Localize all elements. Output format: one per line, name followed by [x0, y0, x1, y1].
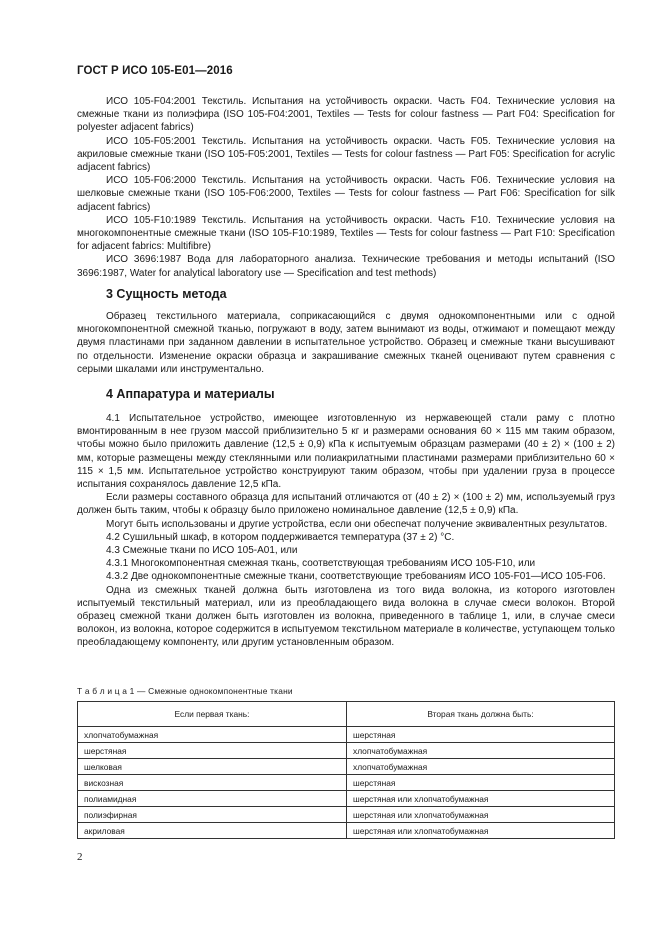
table-row	[78, 791, 615, 807]
table-cell: шерстяная или хлопчатобумажная	[347, 823, 615, 839]
table-header-row	[78, 702, 615, 727]
table-cell: вискозная	[78, 775, 347, 791]
section-4-paragraph: 4.1 Испытательное устройство, имеющее изготовленную из нержавеющей стали раму с плотно вмонтированным в нее грузом массой приблизительно 5 кг и размерами основания 60 × 115 мм таким образом, чтобы можно было приложить давление (12,5 ± 0,9) кПа к испытуемым образцам размерами (40 ± 2) × (100 ± 2) мм, которые размещены между стеклянными или полиакрилатными пластинами размерами приблизительно 60 × 115 × 1,5 мм. Испытательное устройство конструируют таким образом, чтобы при удалении груза в процессе испытания сохранялось давление 12,5 кПа.	[77, 413, 615, 491]
section-4-paragraph: Если размеры составного образца для испытаний отличаются от (40 ± 2) × (100 ± 2) мм, используемый груз должен быть таким, чтобы к образцу было приложено номинальное давление (12,5 ± 0,9) кПа.	[77, 492, 615, 517]
section-4-paragraph: 4.3 Смежные ткани по ИСО 105-А01, или	[106, 545, 298, 557]
section-3-body	[77, 310, 615, 376]
table-cell: хлопчатобумажная	[347, 759, 615, 775]
reference-item: ИСО 3696:1987 Вода для лабораторного анализа. Технические требования и методы испытаний (ISO 3696:1987, Water for analytical laboratory use — Specification and test methods)	[77, 254, 615, 279]
document-header: ГОСТ Р ИСО 105-Е01—2016	[77, 65, 233, 77]
table-caption: Т а б л и ц а 1 — Смежные однокомпонентные ткани	[77, 686, 293, 696]
section-4-heading: 4 Аппаратура и материалы	[106, 387, 275, 401]
table-cell: шерстяная или хлопчатобумажная	[347, 807, 615, 823]
section-4-paragraph: 4.3.2 Две однокомпонентные смежные ткани, соответствующие требованиям ИСО 105-F01—ИСО 105-F06.	[106, 571, 606, 583]
adjacent-fabrics-table	[77, 701, 615, 839]
table-cell: шелковая	[78, 759, 347, 775]
reference-item: ИСО 105-F10:1989 Текстиль. Испытания на устойчивость окраски. Часть F10. Технические условия на многокомпонентные смежные ткани (ISO 105-F10:1989, Textiles — Tests for colour fastness — Part F10: Specification for adjacent fabrics: Multifibre)	[77, 214, 615, 253]
table-row	[78, 775, 615, 791]
table-row	[78, 807, 615, 823]
table-cell: хлопчатобумажная	[347, 743, 615, 759]
reference-item: ИСО 105-F05:2001 Текстиль. Испытания на устойчивость окраски. Часть F05. Технические условия на акриловые смежные ткани (ISO 105-F05:2001, Textiles — Tests for colour fastness — Part F05: Specification for acrylic adjacent fabrics)	[77, 135, 615, 174]
table-cell: шерстяная или хлопчатобумажная	[347, 791, 615, 807]
section-3-paragraph: Образец текстильного материала, соприкасающийся с двумя однокомпонентными или с одной многокомпонентной смежной тканью, погружают в воду, затем вынимают из воды, отжимают и помещают между двумя пластинами при заданном давлении в испытательное устройство. Образец и смежные ткани высушивают по отдельности. Изменение окраски образца и закрашивание смежных тканей оценивают путем сравнения с серыми шкалами или инструментально.	[77, 311, 615, 375]
table-row	[78, 743, 615, 759]
table-header-cell: Если первая ткань:	[78, 702, 347, 727]
section-3-heading: 3 Сущность метода	[106, 287, 227, 301]
section-4-body	[77, 412, 615, 650]
table-row	[78, 823, 615, 839]
table-cell: полиэфирная	[78, 807, 347, 823]
reference-item: ИСО 105-F06:2000 Текстиль. Испытания на устойчивость окраски. Часть F06. Технические условия на шелковые смежные ткани (ISO 105-F06:2000, Textiles — Tests for colour fastness — Part F06: Specification for silk adjacent fabrics)	[77, 175, 615, 213]
section-4-paragraph: Одна из смежных тканей должна быть изготовлена из того вида волокна, из которого изготовлен испытуемый текстильный материал, или из преобладающего вида волокна в случае смеси волокон. Второй образец смежной ткани должен быть изготовлен из волокна, приведенного в таблице 1, или, в случае смеси волокон, из волокна, которое содержится в испытуемом текстильном материале в количестве, уступающем только преобладающему компоненту, или другим установленным образом.	[77, 584, 615, 649]
table-cell: шерстяная	[347, 727, 615, 743]
table-row	[78, 727, 615, 743]
table-row	[78, 759, 615, 775]
section-4-paragraph: 4.3.1 Многокомпонентная смежная ткань, соответствующая требованиям ИСО 105-F10, или	[106, 558, 536, 570]
section-4-paragraph: 4.2 Сушильный шкаф, в котором поддерживается температура (37 ± 2) °С.	[106, 531, 455, 543]
normative-references	[77, 95, 615, 280]
table-cell: шерстяная	[78, 743, 347, 759]
table-header-cell: Вторая ткань должна быть:	[347, 702, 615, 727]
section-4-paragraph: Могут быть использованы и другие устройства, если они обеспечат получение эквивалентных результатов.	[106, 518, 608, 530]
reference-item: ИСО 105-F04:2001 Текстиль. Испытания на устойчивость окраски. Часть F04. Технические условия на смежные ткани из полиэфира (ISO 105-F04:2001, Textiles — Tests for colour fastness — Part F04: Specification for polyester adjacent fabrics)	[77, 96, 615, 134]
page-number: 2	[77, 851, 83, 863]
table-cell: полиамидная	[78, 791, 347, 807]
table-cell: шерстяная	[347, 775, 615, 791]
table-cell: акриловая	[78, 823, 347, 839]
table-cell: хлопчатобумажная	[78, 727, 347, 743]
